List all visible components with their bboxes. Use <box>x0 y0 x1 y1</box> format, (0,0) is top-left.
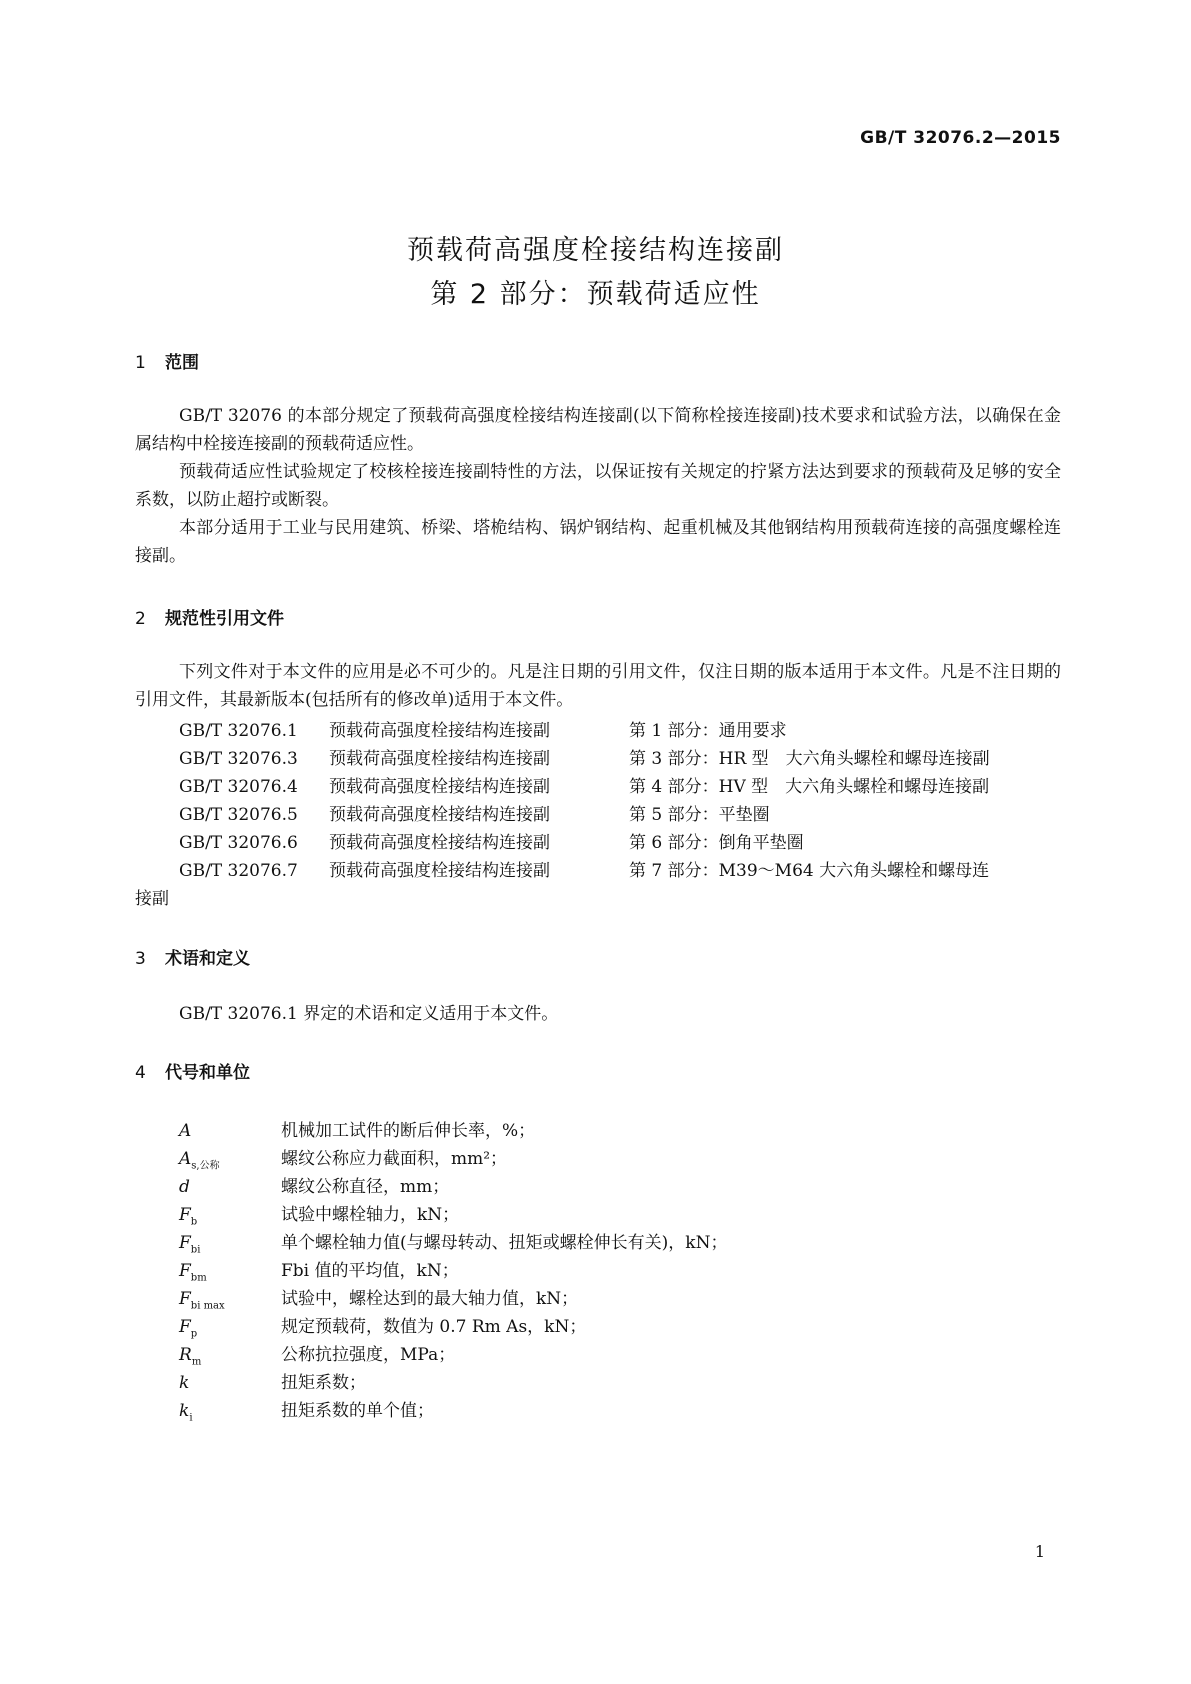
reference-item <box>179 716 787 741</box>
reference-part: 第 7 部分：M39～M64 大六角头螺栓和螺母连 <box>629 861 990 881</box>
reference-part: 第 5 部分：平垫圈 <box>629 805 770 825</box>
reference-title: 预载荷高强度栓接结构连接副 <box>329 749 550 769</box>
symbol-row <box>179 1368 366 1395</box>
paragraph: 预载荷适应性试验规定了校核栓接连接副特性的方法，以保证按有关规定的拧紧方法达到要求的预载荷及足够的安全系数，以防止超拧或断裂。 <box>135 462 1061 510</box>
reference-item <box>179 828 804 853</box>
reference-code: GB/T 32076.5 <box>179 805 298 825</box>
reference-part: 第 6 部分：倒角平垫圈 <box>629 833 804 853</box>
symbol: A <box>179 1121 192 1141</box>
symbol-description: 单个螺栓轴力值(与螺母转动、扭矩或螺栓伸长有关)，kN； <box>281 1233 728 1253</box>
standard-number: GB/T 32076.2—2015 <box>860 128 1061 148</box>
section-title: 规范性引用文件 <box>165 609 284 629</box>
section-heading-terms <box>135 944 250 969</box>
symbol-row <box>179 1312 586 1339</box>
section-heading-scope <box>135 348 199 373</box>
symbol-description: 公称抗拉强度，MPa； <box>281 1345 456 1365</box>
paragraph: 本部分适用于工业与民用建筑、桥梁、塔桅结构、锅炉钢结构、起重机械及其他钢结构用预载荷连接的高强度螺栓连接副。 <box>135 518 1061 566</box>
symbol: $k_i$ <box>179 1401 193 1424</box>
section-number: 3 <box>135 949 146 969</box>
section-number: 1 <box>135 353 146 373</box>
reference-title: 预载荷高强度栓接结构连接副 <box>329 721 550 741</box>
symbol: $F_{bi max}$ <box>179 1289 225 1312</box>
reference-item <box>179 800 770 825</box>
section-title: 术语和定义 <box>165 949 250 969</box>
symbol-description: 螺纹公称直径，mm； <box>281 1177 450 1197</box>
reference-item <box>179 744 990 769</box>
section-heading-symbols <box>135 1058 250 1083</box>
document-title: 预载荷高强度栓接结构连接副 <box>407 235 784 266</box>
symbol: $F_{bi}$ <box>179 1233 201 1256</box>
paragraph: GB/T 32076 的本部分规定了预载荷高强度栓接结构连接副(以下简称栓接连接副)技术要求和试验方法，以确保在金属结构中栓接连接副的预载荷适应性。 <box>135 406 1061 454</box>
section-title: 范围 <box>165 353 199 373</box>
document-subtitle: 第 2 部分：预载荷适应性 <box>430 279 761 310</box>
paragraph: 下列文件对于本文件的应用是必不可少的。凡是注日期的引用文件，仅注日期的版本适用于本文件。凡是不注日期的引用文件，其最新版本(包括所有的修改单)适用于本文件。 <box>135 662 1061 710</box>
section-title: 代号和单位 <box>165 1063 250 1083</box>
symbol: $R_m$ <box>179 1345 202 1368</box>
reference-title: 预载荷高强度栓接结构连接副 <box>329 861 550 881</box>
symbol: $F_b$ <box>179 1205 198 1228</box>
symbol-row <box>179 1340 455 1367</box>
symbol: $F_p$ <box>179 1317 198 1340</box>
reference-code: GB/T 32076.6 <box>179 833 298 853</box>
symbol-row <box>179 1172 449 1199</box>
reference-code: GB/T 32076.3 <box>179 749 298 769</box>
symbol-description: 机械加工试件的断后伸长率，%； <box>281 1121 536 1141</box>
reference-item <box>179 772 989 797</box>
symbol-description: 规定预载荷，数值为 0.7 Rm As，kN； <box>281 1317 587 1337</box>
symbol-description: Fbi 值的平均值，kN； <box>281 1261 459 1281</box>
symbol-row <box>179 1228 727 1255</box>
reference-code: GB/T 32076.7 <box>179 861 298 881</box>
symbol: $F_{bm}$ <box>179 1261 207 1284</box>
reference-code: GB/T 32076.4 <box>179 777 298 797</box>
symbol-row <box>179 1396 434 1423</box>
symbol-description: 扭矩系数； <box>281 1373 366 1393</box>
reference-item <box>179 856 989 881</box>
symbol-description: 扭矩系数的单个值； <box>281 1401 434 1421</box>
reference-code: GB/T 32076.1 <box>179 721 298 741</box>
symbol: k <box>179 1373 190 1393</box>
symbol-row <box>179 1256 459 1283</box>
symbol-row <box>179 1144 507 1171</box>
reference-title: 预载荷高强度栓接结构连接副 <box>329 805 550 825</box>
symbol-row <box>179 1284 578 1311</box>
symbol: $A_{s,公称}$ <box>179 1149 220 1172</box>
page-number: 1 <box>1034 1542 1045 1561</box>
symbol: d <box>179 1177 190 1197</box>
symbol-description: 螺纹公称应力截面积，mm²； <box>281 1149 508 1169</box>
section-heading-normative-references <box>135 604 284 629</box>
reference-part: 第 1 部分：通用要求 <box>629 721 787 741</box>
section-number: 2 <box>135 609 146 629</box>
symbol-description: 试验中螺栓轴力，kN； <box>281 1205 460 1225</box>
symbol-row <box>179 1200 459 1227</box>
reference-title: 预载荷高强度栓接结构连接副 <box>329 777 550 797</box>
reference-part: 第 4 部分：HV 型 大六角头螺栓和螺母连接副 <box>629 777 990 797</box>
symbol-row <box>179 1116 535 1143</box>
reference-continuation: 接副 <box>135 889 169 909</box>
paragraph: GB/T 32076.1 界定的术语和定义适用于本文件。 <box>179 1004 559 1024</box>
section-number: 4 <box>135 1063 146 1083</box>
symbol-description: 试验中，螺栓达到的最大轴力值，kN； <box>281 1289 579 1309</box>
reference-part: 第 3 部分：HR 型 大六角头螺栓和螺母连接副 <box>629 749 990 769</box>
reference-title: 预载荷高强度栓接结构连接副 <box>329 833 550 853</box>
